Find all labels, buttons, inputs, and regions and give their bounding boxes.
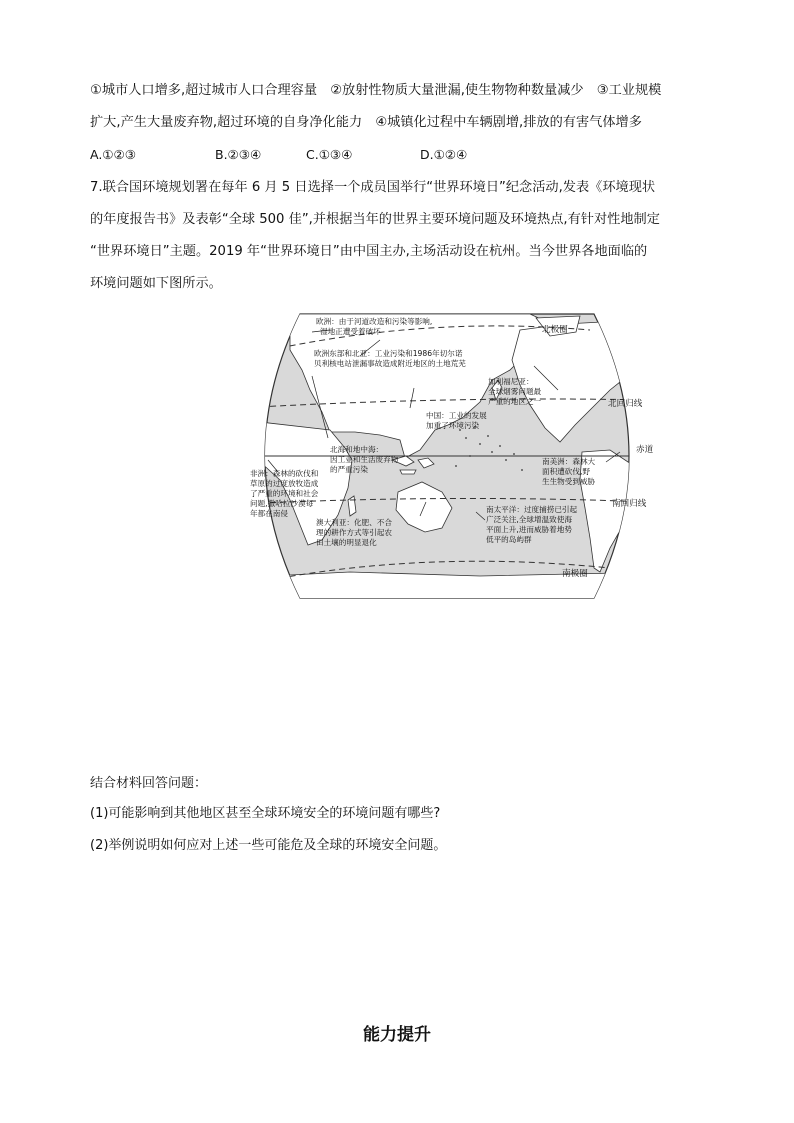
- svg-text:了严重的环境和社会: 了严重的环境和社会: [250, 489, 319, 498]
- svg-text:南太平洋：过度捕捞已引起: 南太平洋：过度捕捞已引起: [486, 505, 578, 514]
- svg-text:年都在南侵: 年都在南侵: [250, 509, 288, 518]
- label-arctic-circle: 北极圈: [542, 325, 568, 335]
- antarctica-landmass: [230, 572, 664, 602]
- label-tropic-capricorn: 南回归线: [612, 499, 647, 509]
- label-south-america: [542, 456, 596, 486]
- q7-text-line3: “世界环境日”主题。2019 年“世界环境日”由中国主办,主场活动设在杭州。当今世界各地面临的: [90, 244, 648, 259]
- svg-text:草原的过度放牧造成: 草原的过度放牧造成: [250, 479, 319, 488]
- svg-text:北海和地中海：: 北海和地中海：: [330, 445, 384, 454]
- label-california: [488, 376, 542, 406]
- q7-text-line2: 的年度报告书》及表彰“全球 500 佳”,并根据当年的世界主要环境问题及环境热点,有针对性地制定: [90, 212, 660, 227]
- q6-statement-line2: 扩大,产生大量废弃物,超过环境的自身净化能力 ④城镇化过程中车辆剧增,排放的有害气体增多: [90, 115, 642, 130]
- svg-text:贝利核电站泄漏事故造成附近地区的土地荒芜: 贝利核电站泄漏事故造成附近地区的土地荒芜: [314, 359, 466, 368]
- option-d[interactable]: D.①②④: [420, 147, 468, 162]
- svg-text:面积遭砍伐,野: 面积遭砍伐,野: [542, 467, 590, 476]
- svg-text:生生物受到威胁: 生生物受到威胁: [542, 477, 596, 486]
- svg-text:加重了环境污染: 加重了环境污染: [426, 421, 480, 430]
- q7-text-line4: 环境问题如下图所示。: [90, 276, 222, 291]
- option-b[interactable]: B.②③④: [215, 147, 262, 162]
- svg-text:理的耕作方式等引起农: 理的耕作方式等引起农: [316, 528, 392, 537]
- svg-text:湿地正遭受着破坏: 湿地正遭受着破坏: [320, 327, 381, 336]
- question-2: (2)举例说明如何应对上述一些可能危及全球的环境安全问题。: [90, 838, 447, 853]
- q6-statement-line1: ①城市人口增多,超过城市人口合理容量 ②放射性物质大量泄漏,使生物物种数量减少 ③工业规模: [90, 83, 662, 98]
- world-environment-map: [230, 310, 664, 602]
- svg-text:澳大利亚：化肥、不合: 澳大利亚：化肥、不合: [316, 518, 392, 527]
- svg-text:加利福尼亚：: 加利福尼亚：: [488, 377, 534, 386]
- svg-text:全球烟雾问题最: 全球烟雾问题最: [488, 387, 542, 396]
- svg-text:田土壤的明显退化: 田土壤的明显退化: [316, 538, 377, 547]
- svg-text:低平的岛屿群: 低平的岛屿群: [486, 535, 532, 544]
- svg-text:欧洲东部和北亚：工业污染和1986年切尔诺: 欧洲东部和北亚：工业污染和1986年切尔诺: [314, 349, 463, 358]
- label-antarctic-circle: 南极圈: [562, 569, 588, 579]
- svg-text:平面上升,进而威胁着地势: 平面上升,进而威胁着地势: [486, 525, 572, 534]
- section-title: 能力提升: [363, 1025, 431, 1045]
- label-equator: 赤道: [636, 445, 654, 455]
- q7-text-line1: 7.联合国环境规划署在每年 6 月 5 日选择一个成员国举行“世界环境日”纪念活动,发表《环境现状: [90, 180, 656, 195]
- question-1: (1)可能影响到其他地区甚至全球环境安全的环境问题有哪些?: [90, 806, 441, 821]
- svg-text:严重的地区之一: 严重的地区之一: [488, 397, 542, 406]
- svg-text:因工业和生活废弃物: 因工业和生活废弃物: [330, 455, 399, 464]
- label-tropic-cancer: 北回归线: [608, 399, 643, 409]
- svg-text:问题,撒哈拉沙漠每: 问题,撒哈拉沙漠每: [250, 499, 314, 508]
- option-c[interactable]: C.①③④: [306, 147, 353, 162]
- questions-intro: 结合材料回答问题：: [90, 776, 208, 791]
- svg-text:非洲：森林的砍伐和: 非洲：森林的砍伐和: [250, 469, 319, 478]
- svg-text:中国：工业的发展: 中国：工业的发展: [426, 411, 487, 420]
- svg-text:的严重污染: 的严重污染: [330, 465, 368, 474]
- svg-text:欧洲：由于河道改造和污染等影响,: 欧洲：由于河道改造和污染等影响,: [316, 317, 433, 326]
- svg-text:南美洲：森林大: 南美洲：森林大: [542, 457, 596, 466]
- option-a[interactable]: A.①②③: [90, 147, 136, 162]
- svg-text:广泛关注,全球增温致使海: 广泛关注,全球增温致使海: [486, 515, 572, 524]
